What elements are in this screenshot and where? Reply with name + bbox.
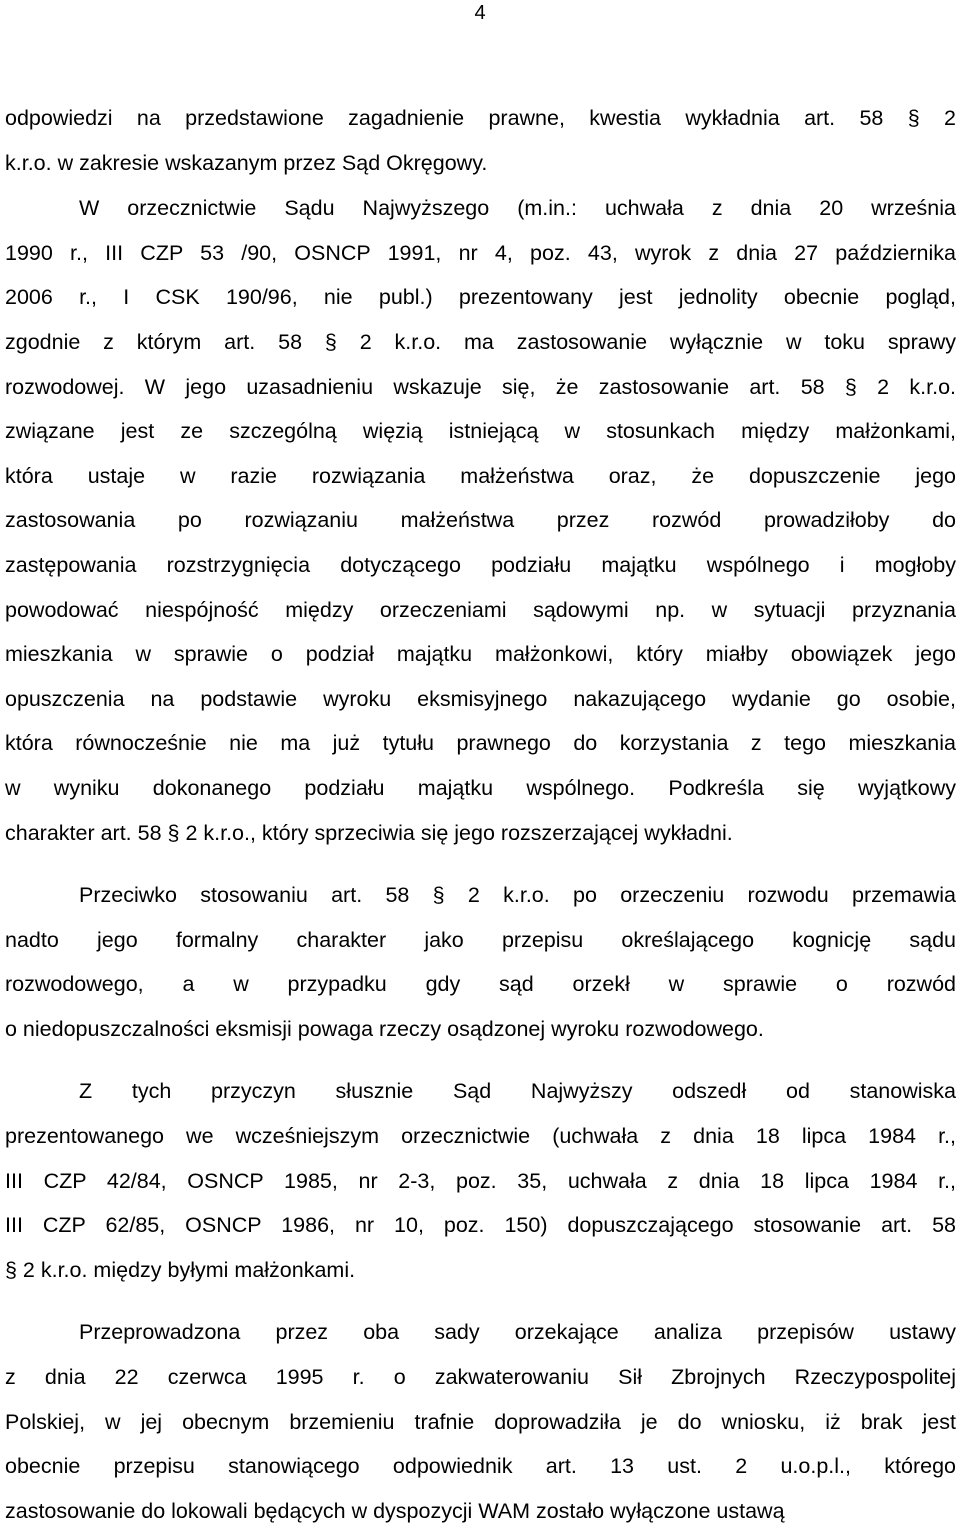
text-line: III CZP 42/84, OSNCP 1985, nr 2-3, poz. 35, uchwała z dnia 18 lipca 1984 r., xyxy=(5,1168,956,1193)
text-line: charakter art. 58 § 2 k.r.o., który sprzeciwia się jego rozszerzającej wykładni. xyxy=(5,820,733,845)
text-line: W orzecznictwie Sądu Najwyższego (m.in.: uchwała z dnia 20 września xyxy=(79,196,956,221)
text-line: rozwodowej. W jego uzasadnieniu wskazuje się, że zastosowanie art. 58 § 2 k.r.o. xyxy=(5,374,956,399)
text-line: Przeciwko stosowaniu art. 58 § 2 k.r.o. po orzeczeniu rozwodu przemawia xyxy=(79,883,956,908)
paragraph xyxy=(5,1310,956,1533)
text-line: zgodnie z którym art. 58 § 2 k.r.o. ma zastosowanie wyłącznie w toku sprawy xyxy=(5,329,956,354)
text-line: mieszkania w sprawie o podział majątku małżonkowi, który miałby obowiązek jego xyxy=(5,642,956,667)
text-line: k.r.o. w zakresie wskazanym przez Sąd Okręgowy. xyxy=(5,150,488,175)
document-body xyxy=(5,96,956,1534)
text-line: 2006 r., I CSK 190/96, nie publ.) prezentowany jest jednolity obecnie pogląd, xyxy=(5,285,956,310)
text-line: III CZP 62/85, OSNCP 1986, nr 10, poz. 150) dopuszczającego stosowanie art. 58 xyxy=(5,1213,956,1238)
text-line: Z tych przyczyn słusznie Sąd Najwyższy odszedł od stanowiska xyxy=(79,1079,956,1104)
text-line: rozwodowego, a w przypadku gdy sąd orzekł w sprawie o rozwód xyxy=(5,972,956,997)
text-line: powodować niespójność między orzeczeniami sądowymi np. w sytuacji przyznania xyxy=(5,597,956,622)
text-line: która równocześnie nie ma już tytułu prawnego do korzystania z tego mieszkania xyxy=(5,731,956,756)
paragraph xyxy=(5,1069,956,1292)
text-line: opuszczenia na podstawie wyroku eksmisyjnego nakazującego wydanie go osobie, xyxy=(5,686,956,711)
text-line: 1990 r., III CZP 53 /90, OSNCP 1991, nr 4, poz. 43, wyrok z dnia 27 października xyxy=(5,240,956,265)
text-line: w wyniku dokonanego podziału majątku wspólnego. Podkreśla się wyjątkowy xyxy=(5,775,956,800)
text-line: zastosowanie do lokowali będących w dyspozycji WAM zostało wyłączone ustawą xyxy=(5,1498,785,1523)
text-line: odpowiedzi na przedstawione zagadnienie prawne, kwestia wykładnia art. 58 § 2 xyxy=(5,106,956,130)
paragraph xyxy=(5,873,956,1051)
text-line: o niedopuszczalności eksmisji powaga rzeczy osądzonej wyroku rozwodowego. xyxy=(5,1016,764,1041)
paragraph xyxy=(5,96,956,185)
text-line: prezentowanego we wcześniejszym orzecznictwie (uchwała z dnia 18 lipca 1984 r., xyxy=(5,1124,956,1149)
text-line: zastępowania rozstrzygnięcia dotyczącego podziału majątku wspólnego i mogłoby xyxy=(5,552,956,577)
paragraph xyxy=(5,186,956,855)
page-number: 4 xyxy=(474,2,486,24)
text-line: § 2 k.r.o. między byłymi małżonkami. xyxy=(5,1257,356,1282)
text-line: Polskiej, w jej obecnym brzemieniu trafnie doprowadziła je do wniosku, iż brak jest xyxy=(5,1409,956,1434)
text-line: nadto jego formalny charakter jako przepisu określającego kognicję sądu xyxy=(5,927,956,952)
text-line: z dnia 22 czerwca 1995 r. o zakwaterowaniu Sił Zbrojnych Rzeczypospolitej xyxy=(5,1365,956,1390)
text-line: zastosowania po rozwiązaniu małżeństwa przez rozwód prowadziłoby do xyxy=(5,508,956,533)
text-line: obecnie przepisu stanowiącego odpowiednik art. 13 ust. 2 u.o.p.l., którego xyxy=(5,1454,956,1479)
text-line: Przeprowadzona przez oba sady orzekające analiza przepisów ustawy xyxy=(79,1320,956,1345)
text-line: związane jest ze szczególną więzią istniejącą w stosunkach między małżonkami, xyxy=(5,419,956,444)
text-line: która ustaje w razie rozwiązania małżeństwa oraz, że dopuszczenie jego xyxy=(5,463,956,488)
